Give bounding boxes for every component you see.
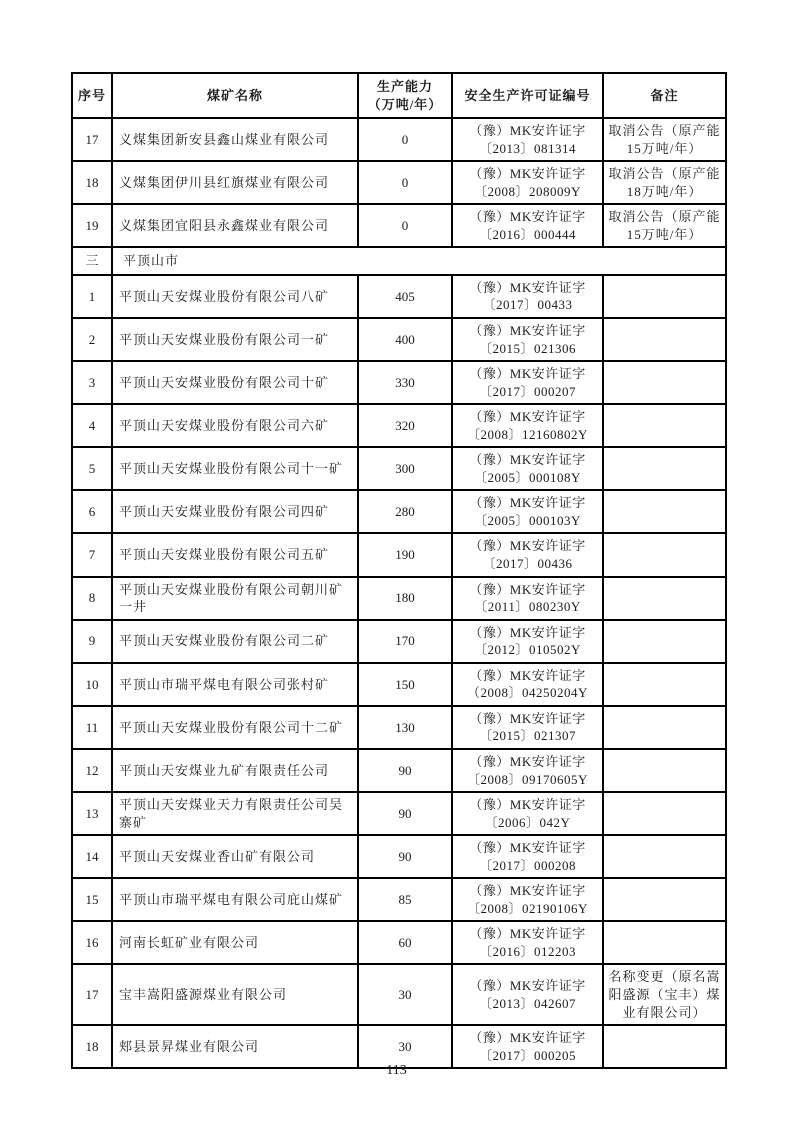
name-cell: 平顶山天安煤业股份有限公司六矿 xyxy=(112,404,358,447)
seq-cell: 17 xyxy=(72,118,112,161)
remark-cell xyxy=(603,706,726,749)
name-cell: 平顶山天安煤业股份有限公司十一矿 xyxy=(112,447,358,490)
capacity-cell: 90 xyxy=(358,835,452,878)
license-cell: （豫）MK安许证字〔2016〕000444 xyxy=(452,204,603,247)
license-cell: （豫）MK安许证字〔2017〕000208 xyxy=(452,835,603,878)
license-cell: （豫）MK安许证字〔2016〕012203 xyxy=(452,921,603,964)
remark-cell: 取消公告（原产能15万吨/年） xyxy=(603,204,726,247)
remark-cell xyxy=(603,835,726,878)
remark-cell: 名称变更（原名嵩阳盛源（宝丰）煤业有限公司） xyxy=(603,964,726,1025)
seq-cell: 4 xyxy=(72,404,112,447)
license-cell: （豫）MK安许证字〔2015〕021306 xyxy=(452,318,603,361)
table-row xyxy=(72,533,726,576)
seq-cell: 19 xyxy=(72,204,112,247)
header-row xyxy=(72,73,726,118)
seq-cell: 18 xyxy=(72,161,112,204)
name-cell: 郏县景昇煤业有限公司 xyxy=(112,1025,358,1068)
license-cell: （豫）MK安许证字〔2015〕021307 xyxy=(452,706,603,749)
header-remark: 备注 xyxy=(603,73,726,118)
remark-cell xyxy=(603,921,726,964)
seq-cell: 11 xyxy=(72,706,112,749)
license-cell: （豫）MK安许证字〔2011〕080230Y xyxy=(452,577,603,620)
seq-cell: 18 xyxy=(72,1025,112,1068)
section-seq-cell: 三 xyxy=(72,247,112,275)
remark-cell xyxy=(603,533,726,576)
seq-cell: 2 xyxy=(72,318,112,361)
header-mine-name: 煤矿名称 xyxy=(112,73,358,118)
table-row xyxy=(72,161,726,204)
seq-cell: 17 xyxy=(72,964,112,1025)
name-cell: 平顶山天安煤业股份有限公司十二矿 xyxy=(112,706,358,749)
name-cell: 平顶山天安煤业股份有限公司十矿 xyxy=(112,361,358,404)
table-row xyxy=(72,878,726,921)
capacity-cell: 0 xyxy=(358,204,452,247)
table-header xyxy=(72,73,726,118)
page-number: 113 xyxy=(386,1063,407,1078)
license-cell: （豫）MK安许证字〔2017〕000207 xyxy=(452,361,603,404)
table-row xyxy=(72,964,726,1025)
license-cell: （豫）MK安许证字〔2017〕000205 xyxy=(452,1025,603,1068)
table-row xyxy=(72,404,726,447)
table-row xyxy=(72,275,726,318)
capacity-cell: 405 xyxy=(358,275,452,318)
capacity-cell: 0 xyxy=(358,161,452,204)
seq-cell: 8 xyxy=(72,577,112,620)
remark-cell xyxy=(603,620,726,663)
remark-cell: 取消公告（原产能15万吨/年） xyxy=(603,118,726,161)
seq-cell: 9 xyxy=(72,620,112,663)
name-cell: 义煤集团伊川县红旗煤业有限公司 xyxy=(112,161,358,204)
remark-cell xyxy=(603,663,726,706)
license-cell: （豫）MK安许证字〔2008〕12160802Y xyxy=(452,404,603,447)
header-seq: 序号 xyxy=(72,73,112,118)
capacity-cell: 190 xyxy=(358,533,452,576)
license-cell: （豫）MK安许证字〔2005〕000108Y xyxy=(452,447,603,490)
table-row xyxy=(72,447,726,490)
capacity-cell: 170 xyxy=(358,620,452,663)
capacity-cell: 30 xyxy=(358,1025,452,1068)
capacity-cell: 150 xyxy=(358,663,452,706)
capacity-cell: 90 xyxy=(358,792,452,835)
name-cell: 平顶山天安煤业股份有限公司五矿 xyxy=(112,533,358,576)
remark-cell xyxy=(603,275,726,318)
table-row xyxy=(72,361,726,404)
capacity-cell: 300 xyxy=(358,447,452,490)
capacity-cell: 0 xyxy=(358,118,452,161)
table-row xyxy=(72,204,726,247)
section-label-cell: 平顶山市 xyxy=(112,247,726,275)
table-row xyxy=(72,118,726,161)
table-row xyxy=(72,663,726,706)
seq-cell: 15 xyxy=(72,878,112,921)
name-cell: 宝丰嵩阳盛源煤业有限公司 xyxy=(112,964,358,1025)
capacity-cell: 90 xyxy=(358,749,452,792)
seq-cell: 1 xyxy=(72,275,112,318)
remark-cell xyxy=(603,878,726,921)
remark-cell: 取消公告（原产能18万吨/年） xyxy=(603,161,726,204)
remark-cell xyxy=(603,490,726,533)
remark-cell xyxy=(603,792,726,835)
license-cell: （豫）MK安许证字〔2005〕000103Y xyxy=(452,490,603,533)
name-cell: 义煤集团宜阳县永鑫煤业有限公司 xyxy=(112,204,358,247)
table-row xyxy=(72,706,726,749)
license-cell: （豫）MK安许证字〔2013〕081314 xyxy=(452,118,603,161)
name-cell: 义煤集团新安县鑫山煤业有限公司 xyxy=(112,118,358,161)
coal-mine-table xyxy=(71,72,727,1069)
license-cell: （豫）MK安许证字〔2008〕02190106Y xyxy=(452,878,603,921)
table-row xyxy=(72,792,726,835)
license-cell: （豫）MK安许证字〔2017〕00436 xyxy=(452,533,603,576)
capacity-cell: 60 xyxy=(358,921,452,964)
remark-cell xyxy=(603,1025,726,1068)
seq-cell: 7 xyxy=(72,533,112,576)
section-row xyxy=(72,247,726,275)
header-license: 安全生产许可证编号 xyxy=(452,73,603,118)
remark-cell xyxy=(603,361,726,404)
license-cell: （豫）MK安许证字〔2017〕00433 xyxy=(452,275,603,318)
header-capacity-line2: （万吨/年） xyxy=(367,96,443,112)
license-cell: （豫）MK安许证字〔2013〕042607 xyxy=(452,964,603,1025)
table-row xyxy=(72,318,726,361)
capacity-cell: 330 xyxy=(358,361,452,404)
header-capacity xyxy=(358,73,452,118)
name-cell: 平顶山天安煤业股份有限公司朝川矿一井 xyxy=(112,577,358,620)
table-row xyxy=(72,490,726,533)
remark-cell xyxy=(603,318,726,361)
table-row xyxy=(72,835,726,878)
remark-cell xyxy=(603,749,726,792)
license-cell: （豫）MK安许证字〔2008〕208009Y xyxy=(452,161,603,204)
license-cell: （豫）MK安许证字（2008〕04250204Y xyxy=(452,663,603,706)
capacity-cell: 30 xyxy=(358,964,452,1025)
name-cell: 河南长虹矿业有限公司 xyxy=(112,921,358,964)
capacity-cell: 320 xyxy=(358,404,452,447)
table-row xyxy=(72,620,726,663)
capacity-cell: 180 xyxy=(358,577,452,620)
name-cell: 平顶山天安煤业香山矿有限公司 xyxy=(112,835,358,878)
seq-cell: 13 xyxy=(72,792,112,835)
capacity-cell: 130 xyxy=(358,706,452,749)
name-cell: 平顶山市瑞平煤电有限公司庇山煤矿 xyxy=(112,878,358,921)
seq-cell: 3 xyxy=(72,361,112,404)
name-cell: 平顶山天安煤业天力有限责任公司吴寨矿 xyxy=(112,792,358,835)
table-body xyxy=(72,118,726,1068)
seq-cell: 16 xyxy=(72,921,112,964)
name-cell: 平顶山天安煤业股份有限公司八矿 xyxy=(112,275,358,318)
seq-cell: 10 xyxy=(72,663,112,706)
seq-cell: 5 xyxy=(72,447,112,490)
name-cell: 平顶山天安煤业股份有限公司二矿 xyxy=(112,620,358,663)
seq-cell: 6 xyxy=(72,490,112,533)
capacity-cell: 400 xyxy=(358,318,452,361)
table-row xyxy=(72,1025,726,1068)
name-cell: 平顶山天安煤业九矿有限责任公司 xyxy=(112,749,358,792)
license-cell: （豫）MK安许证字〔2006〕042Y xyxy=(452,792,603,835)
name-cell: 平顶山天安煤业股份有限公司四矿 xyxy=(112,490,358,533)
license-cell: （豫）MK安许证字〔2008〕09170605Y xyxy=(452,749,603,792)
license-cell: （豫）MK安许证字〔2012〕010502Y xyxy=(452,620,603,663)
name-cell: 平顶山市瑞平煤电有限公司张村矿 xyxy=(112,663,358,706)
capacity-cell: 280 xyxy=(358,490,452,533)
remark-cell xyxy=(603,447,726,490)
table-row xyxy=(72,577,726,620)
table-row xyxy=(72,921,726,964)
table-row xyxy=(72,749,726,792)
header-capacity-line1: 生产能力 xyxy=(376,79,433,94)
remark-cell xyxy=(603,577,726,620)
seq-cell: 12 xyxy=(72,749,112,792)
capacity-cell: 85 xyxy=(358,878,452,921)
seq-cell: 14 xyxy=(72,835,112,878)
remark-cell xyxy=(603,404,726,447)
name-cell: 平顶山天安煤业股份有限公司一矿 xyxy=(112,318,358,361)
